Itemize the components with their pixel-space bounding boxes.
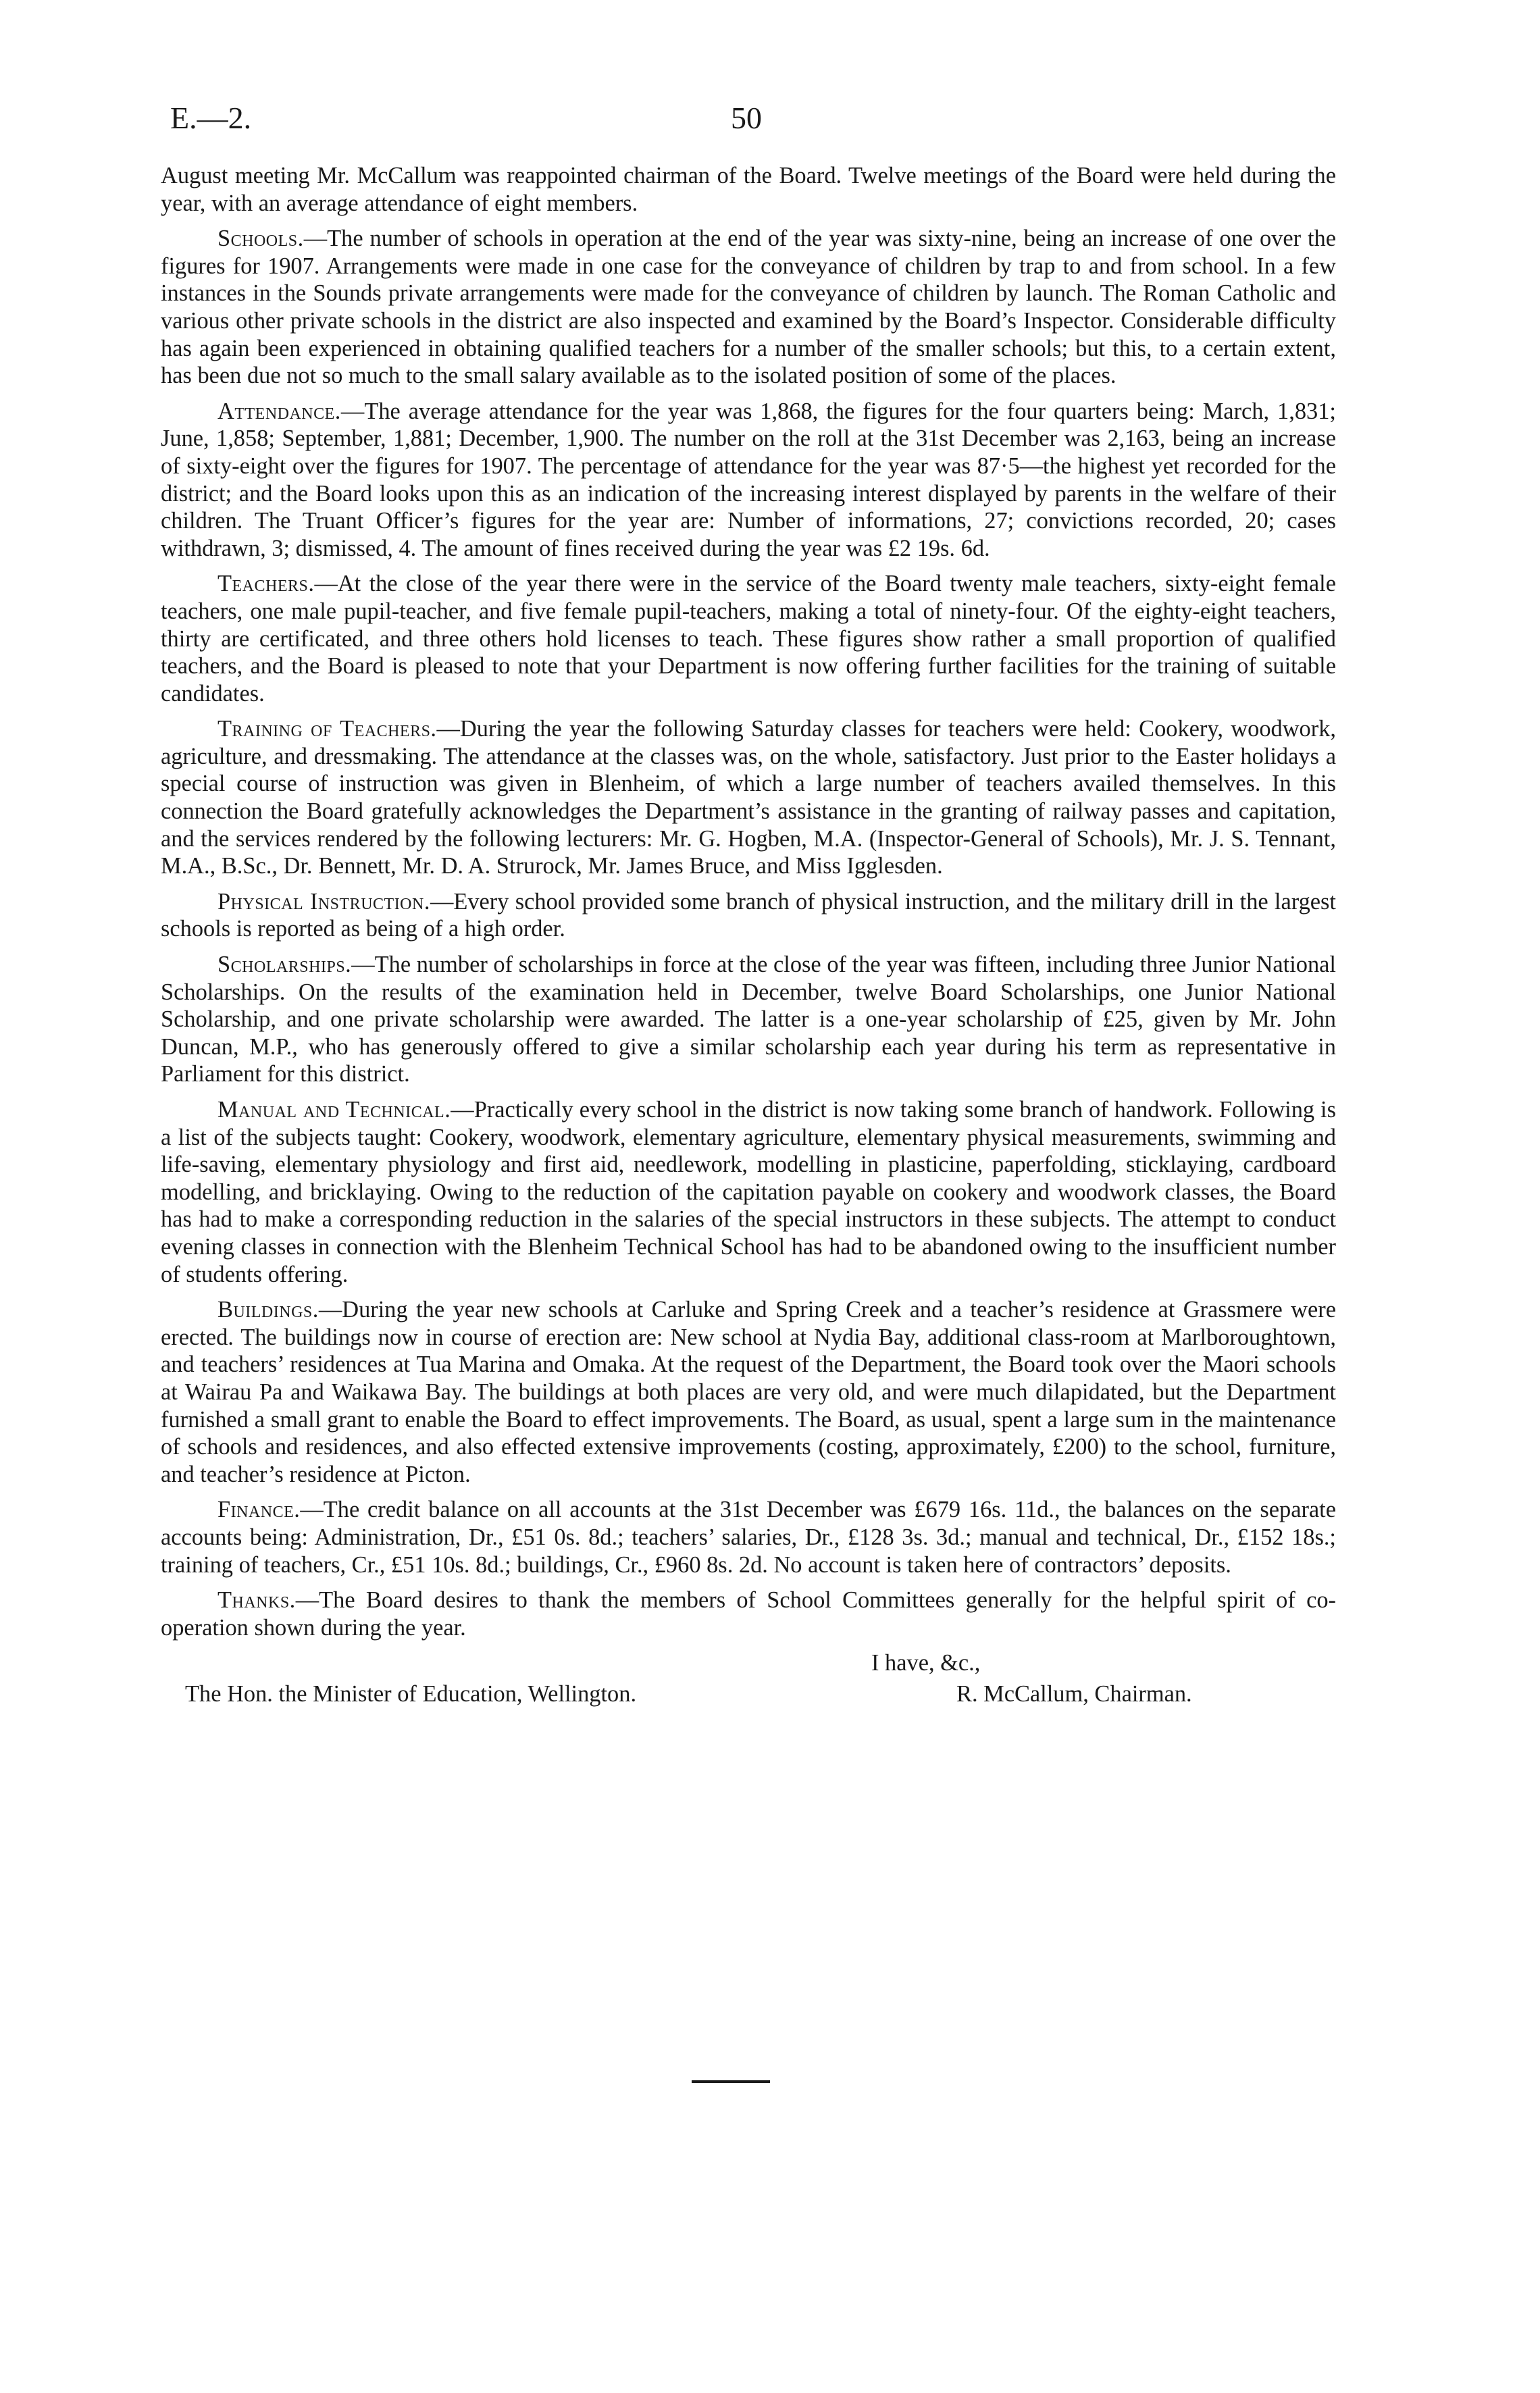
section-text: —The Board desires to thank the members of School Committees generally for the helpful spirit of co-operation shown during the year. [161, 1587, 1336, 1641]
section-text: —During the year the following Saturday classes for teachers were held: Cookery, woodwork, agriculture, and dressmaking. The attendance at the classes was, on the whole, satisfactory. Just prior to the Easter holidays a special course of instruction was given in Blenheim, of which a large number of teachers availed themselves. In this connection the Board gratefully acknowledges the Department’s assistance in the granting of railway passes and capitation, and the services rendered by the following lecturers: Mr. G. Hogben, M.A. (Inspector-General of Schools), Mr. J. S. Tennant, M.A., B.Sc., Dr. Bennett, Mr. D. A. Strurock, Mr. James Bruce, and Miss Igglesden. [161, 716, 1336, 879]
section-text: —The average attendance for the year was 1,868, the figures for the four quarters being: March, 1,831; June, 1,858; September, 1,881; December, 1,900. The number on the roll at the 31st December was 2,163, being an increase of sixty-eight over the figures for 1907. The percentage of attendance for the year was 87·5—the highest yet recorded for the district; and the Board looks upon this as an indication of the increasing interest displayed by parents in the welfare of their children. The Truant Officer’s figures for the year are: Number of informations, 27; convictions recorded, 20; cases withdrawn, 3; dismissed, 4. The amount of fines received during the year was £2 19s. 6d. [161, 398, 1336, 561]
section-heading: Scholarships. [217, 952, 352, 978]
page-number: 50 [731, 101, 762, 135]
intro-paragraph: August meeting Mr. McCallum was reappointed chairman of the Board. Twelve meetings of the Board were held during the year, with an average attendance of eight members. [161, 163, 1336, 216]
section-text: —Practically every school in the district is now taking some branch of handwork. Following is a list of the subjects taught: Cookery, woodwork, elementary agriculture, elementary physical measurements, swimming and life-saving, elementary physiology and first aid, needlework, modelling in plasticine, paperfolding, sticklaying, cardboard modelling, and bricklaying. Owing to the reduction of the capitation payable on cookery and woodwork classes, the Board has had to make a corresponding reduction in the salaries of the special instructors in these subjects. The attempt to conduct evening classes in connection with the Blenheim Technical School has had to be abandoned owing to the insufficient number of students offering. [161, 1097, 1336, 1287]
attendance-paragraph [161, 398, 1336, 563]
end-rule [692, 2080, 770, 2083]
section-heading: Physical Instruction. [217, 888, 430, 915]
section-text: —Every school provided some branch of physical instruction, and the military drill in the largest schools is reported as being of a high order. [161, 888, 1336, 942]
document-code: E.—2. [170, 101, 252, 135]
physical-instruction-paragraph [161, 888, 1336, 943]
letter-closing [161, 1649, 1336, 1714]
section-heading: Attendance. [217, 398, 341, 424]
section-text: —During the year new schools at Carluke and Spring Creek and a teacher’s residence at Grassmere were erected. The buildings now in course of erection are: New school at Nydia Bay, additional class-room at Marlboroughtown, and teachers’ residences at Tua Marina and Omaka. At the request of the Department, the Board took over the Maori schools at Wairau Pa and Waikawa Bay. The buildings at both places are very old, and were much dilapidated, but the Department furnished a small grant to enable the Board to effect improvements. The Board, as usual, spent a large sum in the maintenance of schools and residences, and also effected extensive improvements (costing, approximately, £200) to the school, furniture, and teacher’s residence at Picton. [161, 1297, 1336, 1487]
section-text: —At the close of the year there were in the service of the Board twenty male teachers, sixty-eight female teachers, one male pupil-teacher, and five female pupil-teachers, making a total of ninety-four. Of the eighty-eight teachers, thirty are certificated, and three others hold licenses to teach. These figures show rather a small proportion of qualified teachers, and the Board is pleased to note that your Department is now offering further facilities for the training of suitable candidates. [161, 571, 1336, 706]
section-heading: Manual and Technical. [217, 1097, 451, 1123]
section-heading: Training of Teachers. [217, 716, 437, 742]
schools-paragraph [161, 225, 1336, 390]
report-body [161, 162, 1336, 1714]
thanks-paragraph [161, 1587, 1336, 1641]
section-text: —The credit balance on all accounts at the 31st December was £679 16s. 11d., the balances on the separate accounts being: Administration, Dr., £51 0s. 8d.; teachers’ salaries, Dr., £128 3s. 3d.; manual and technical, Dr., £152 18s.; training of teachers, Cr., £51 10s. 8d.; buildings, Cr., £960 8s. 2d. No account is taken here of contractors’ deposits. [161, 1497, 1336, 1578]
page-header [170, 100, 1345, 147]
section-heading: Schools. [217, 226, 304, 252]
training-paragraph [161, 715, 1336, 880]
signature: R. McCallum, Chairman. [956, 1681, 1192, 1707]
section-heading: Teachers. [217, 571, 315, 597]
finance-paragraph [161, 1496, 1336, 1578]
manual-technical-paragraph [161, 1096, 1336, 1288]
salutation: I have, &c., [871, 1650, 981, 1676]
section-text: —The number of scholarships in force at the close of the year was fifteen, including three Junior National Scholarships. On the results of the examination held in December, twelve Board Scholarships, one Junior National Scholarship, and one private scholarship were awarded. The latter is a one-year scholarship of £25, given by Mr. John Duncan, M.P., who has generously offered to give a similar scholarship each year during his term as representative in Parliament for this district. [161, 952, 1336, 1087]
section-heading: Thanks. [217, 1587, 296, 1614]
scholarships-paragraph [161, 951, 1336, 1088]
teachers-paragraph [161, 570, 1336, 707]
addressee: The Hon. the Minister of Education, Wellington. [185, 1681, 637, 1707]
section-heading: Finance. [217, 1497, 301, 1523]
section-text: —The number of schools in operation at the end of the year was sixty-nine, being an increase of one over the figures for 1907. Arrangements were made in one case for the conveyance of children by trap to and from school. In a few instances in the Sounds private arrangements were made for the conveyance of children by launch. The Roman Catholic and various other private schools in the district are also inspected and examined by the Board’s Inspector. Considerable difficulty has again been experienced in obtaining qualified teachers for a number of the smaller schools; but this, to a certain extent, has been due not so much to the small salary available as to the isolated position of some of the places. [161, 226, 1336, 389]
buildings-paragraph [161, 1296, 1336, 1488]
section-heading: Buildings. [217, 1297, 319, 1323]
